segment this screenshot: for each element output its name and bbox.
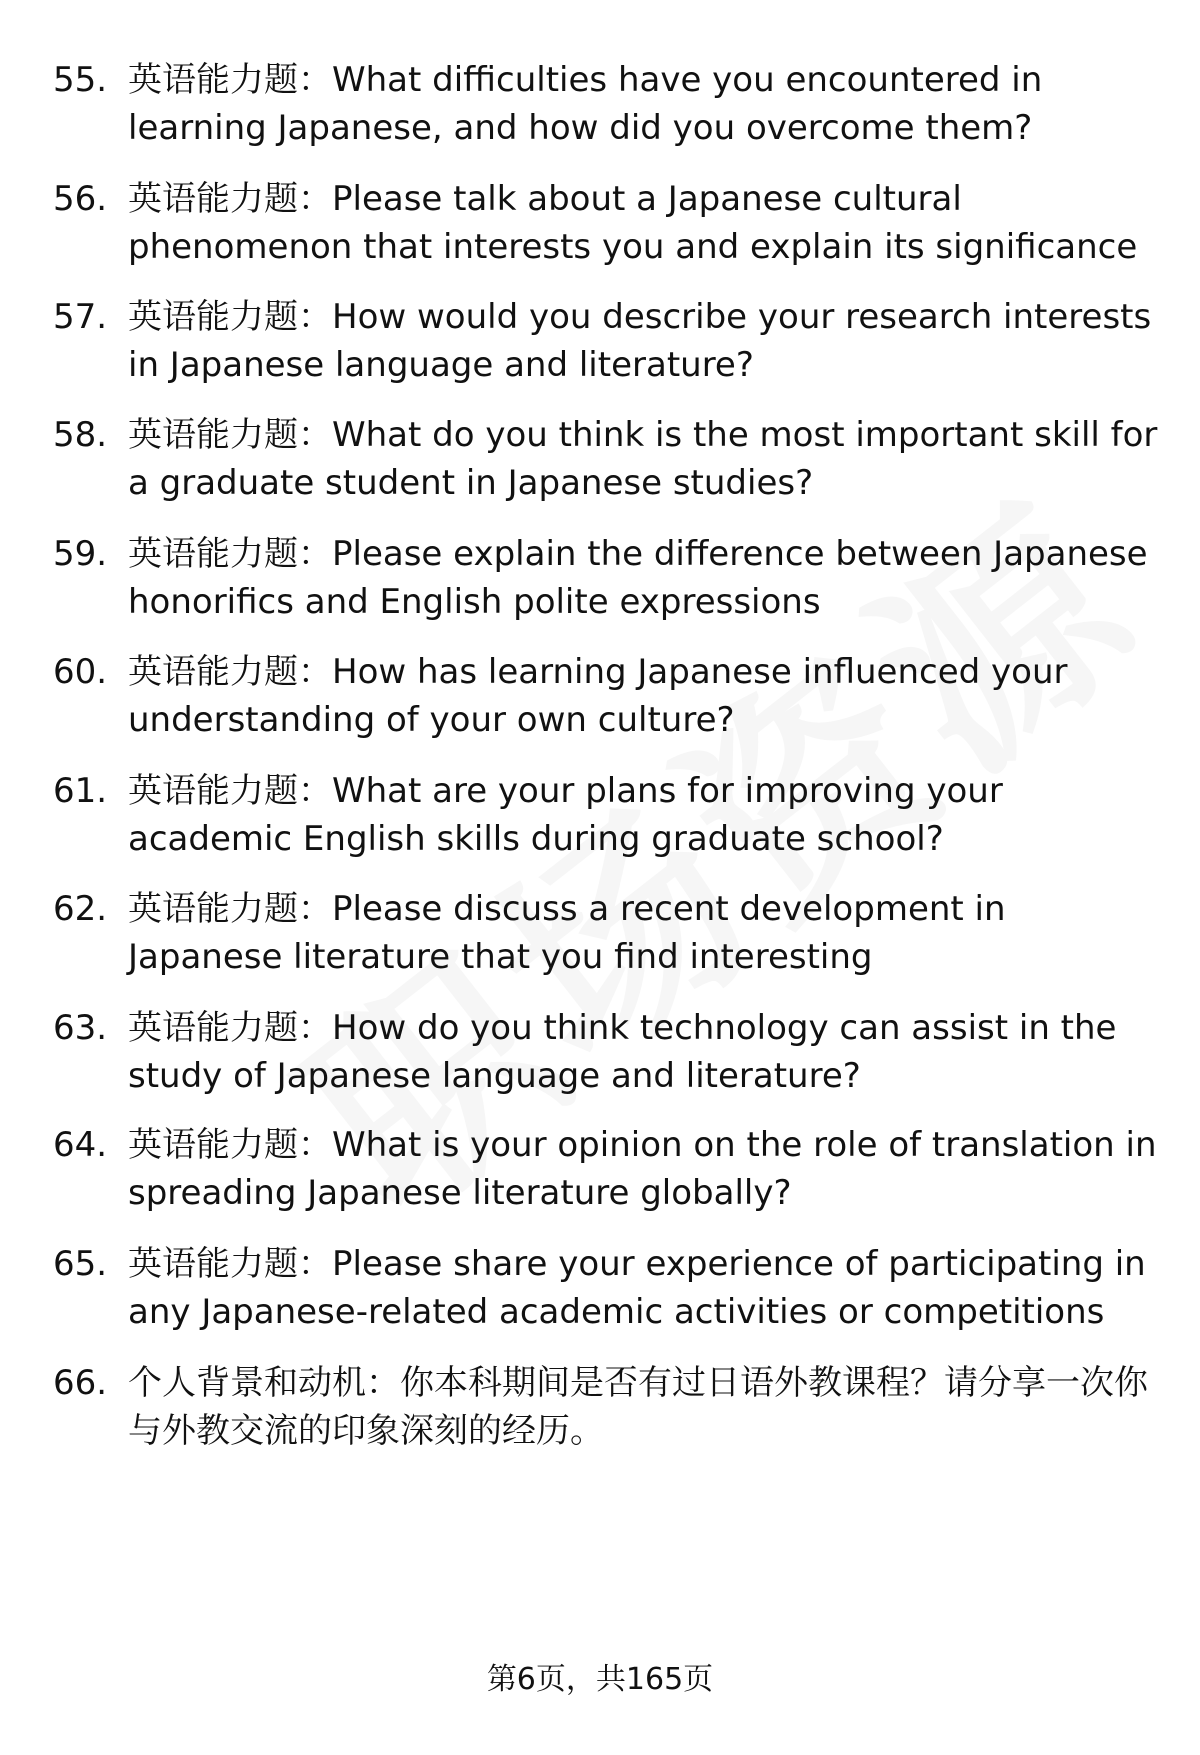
- question-text: 英语能力题：Please discuss a recent development in Japanese literature that you find interesting: [128, 889, 1006, 977]
- question-text: 英语能力题：What do you think is the most important skill for a graduate student in Japanese studies?: [128, 415, 1158, 503]
- question-text: 英语能力题：Please share your experience of participating in any Japanese-related academic activities or competitions: [128, 1244, 1146, 1332]
- question-item: [0, 175, 1200, 275]
- question-text: 英语能力题：What are your plans for improving your academic English skills during graduate school?: [128, 771, 1003, 859]
- question-item: [0, 293, 1200, 393]
- question-item: [0, 411, 1200, 511]
- question-text: 英语能力题：How would you describe your research interests in Japanese language and literature?: [128, 297, 1152, 385]
- question-number: 66.: [53, 1363, 108, 1403]
- question-text: 英语能力题：How do you think technology can assist in the study of Japanese language and literature?: [128, 1008, 1117, 1096]
- question-number: 58.: [53, 415, 108, 455]
- question-item: [0, 1240, 1200, 1340]
- question-item: [0, 56, 1200, 156]
- question-text: 个人背景和动机：你本科期间是否有过日语外教课程？请分享一次你与外教交流的印象深刻的经历。: [128, 1363, 1148, 1451]
- question-item: [0, 530, 1200, 630]
- question-item: [0, 1121, 1200, 1221]
- question-text: 英语能力题：What difficulties have you encountered in learning Japanese, and how did you overcome them?: [128, 60, 1043, 148]
- question-text: 英语能力题：Please talk about a Japanese cultural phenomenon that interests you and explain its significance: [128, 179, 1138, 267]
- question-number: 65.: [53, 1244, 108, 1284]
- question-item: [0, 1004, 1200, 1104]
- question-number: 63.: [53, 1008, 108, 1048]
- question-text: 英语能力题：What is your opinion on the role of translation in spreading Japanese literature globally?: [128, 1125, 1157, 1213]
- question-number: 57.: [53, 297, 108, 337]
- question-item: [0, 1359, 1200, 1459]
- page-number-footer: 第6页，共165页: [486, 1662, 714, 1697]
- question-number: 62.: [53, 889, 108, 929]
- question-number: 60.: [53, 652, 108, 692]
- question-item: [0, 648, 1200, 748]
- question-number: 59.: [53, 534, 108, 574]
- question-text: 英语能力题：How has learning Japanese influenced your understanding of your own culture?: [128, 652, 1068, 740]
- question-number: 56.: [53, 179, 108, 219]
- question-text: 英语能力题：Please explain the difference between Japanese honorifics and English polite expressions: [128, 534, 1148, 622]
- question-item: [0, 767, 1200, 867]
- question-number: 61.: [53, 771, 108, 811]
- question-number: 55.: [53, 60, 108, 100]
- question-item: [0, 885, 1200, 985]
- question-number: 64.: [53, 1125, 108, 1165]
